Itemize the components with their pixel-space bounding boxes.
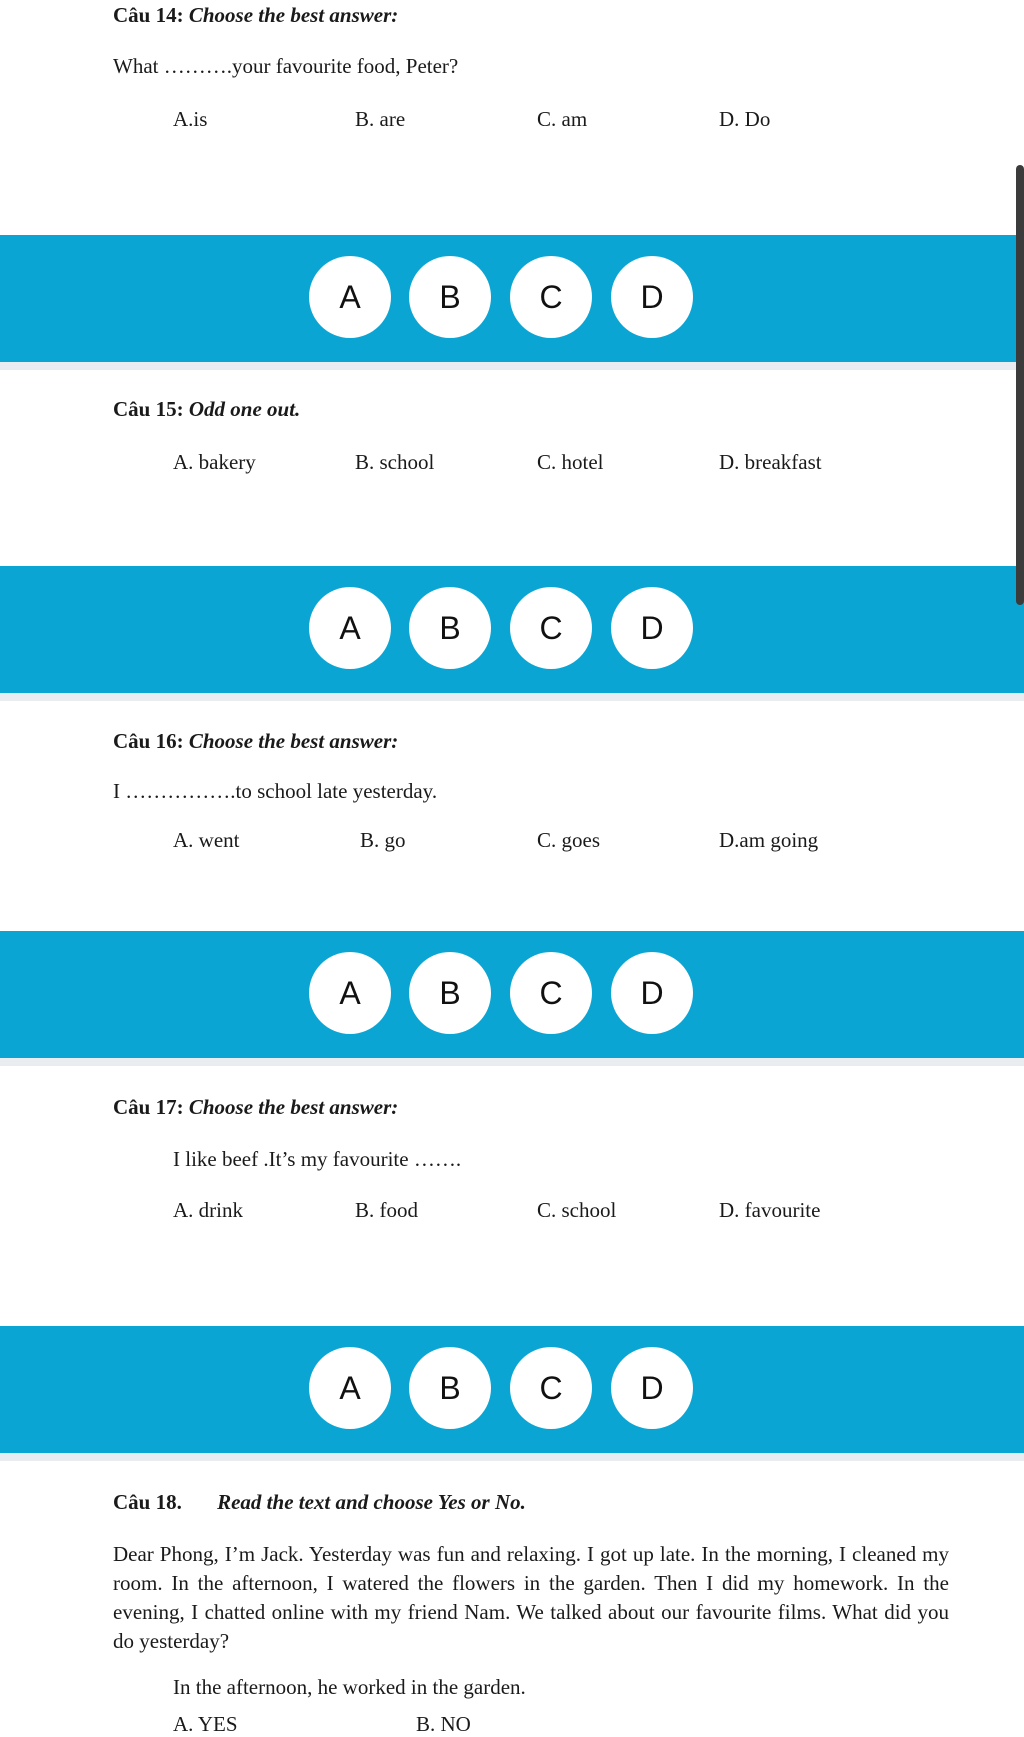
option-yes: A. YES — [173, 1712, 238, 1736]
answer-button-a[interactable]: A — [309, 587, 391, 669]
question-number: Câu 15: — [113, 397, 184, 421]
question-14-heading — [113, 3, 398, 28]
question-14-prompt: What ……….your favourite food, Peter? — [113, 54, 459, 78]
question-instruction: Odd one out. — [188, 397, 301, 421]
answer-bar-q17 — [0, 1326, 1024, 1453]
question-number: Câu 16: — [113, 729, 184, 753]
option-b: B. go — [360, 828, 406, 852]
answer-button-c[interactable]: C — [510, 256, 592, 338]
answer-button-c[interactable]: C — [510, 587, 592, 669]
question-18-heading — [113, 1490, 526, 1515]
answer-button-b[interactable]: B — [409, 256, 491, 338]
answer-button-d[interactable]: D — [611, 1347, 693, 1429]
question-17-prompt: I like beef .It’s my favourite ……. — [173, 1147, 462, 1171]
answer-button-c[interactable]: C — [510, 952, 592, 1034]
question-instruction: Read the text and choose Yes or No. — [217, 1490, 526, 1514]
answer-bar-q14 — [0, 235, 1024, 362]
option-c: C. am — [537, 107, 588, 131]
question-17-heading — [113, 1095, 398, 1120]
option-b: B. school — [355, 450, 435, 474]
option-a: A. drink — [173, 1198, 243, 1222]
scrollbar[interactable] — [1016, 165, 1024, 605]
answer-button-a[interactable]: A — [309, 256, 391, 338]
option-c: C. goes — [537, 828, 600, 852]
option-b: B. are — [355, 107, 406, 131]
answer-bar-q15 — [0, 566, 1024, 693]
option-no: B. NO — [416, 1712, 471, 1736]
answer-button-d[interactable]: D — [611, 952, 693, 1034]
option-a: A. bakery — [173, 450, 256, 474]
option-c: C. school — [537, 1198, 617, 1222]
answer-bar-q16 — [0, 931, 1024, 1058]
option-c: C. hotel — [537, 450, 604, 474]
question-15-heading — [113, 397, 300, 422]
option-a: A. went — [173, 828, 240, 852]
question-number: Câu 18. — [113, 1490, 182, 1514]
answer-button-b[interactable]: B — [409, 1347, 491, 1429]
reading-passage: Dear Phong, I’m Jack. Yesterday was fun and relaxing. I got up late. In the morning, I cleaned my room. In the afternoon, I watered the flowers in the garden. Then I did my homework. In the evening, I chatted online with my friend Nam. We talked about our favourite films. What did you do yesterday? — [113, 1542, 949, 1653]
answer-button-b[interactable]: B — [409, 587, 491, 669]
option-d: D. favourite — [719, 1198, 821, 1222]
answer-button-b[interactable]: B — [409, 952, 491, 1034]
answer-button-d[interactable]: D — [611, 587, 693, 669]
answer-button-d[interactable]: D — [611, 256, 693, 338]
option-a: A.is — [173, 107, 208, 131]
option-d: D. Do — [719, 107, 771, 131]
question-number: Câu 14: — [113, 3, 184, 27]
option-d: D.am going — [719, 828, 819, 852]
answer-button-a[interactable]: A — [309, 952, 391, 1034]
question-18-statement: In the afternoon, he worked in the garden. — [173, 1675, 526, 1699]
question-instruction: Choose the best answer: — [188, 1095, 399, 1119]
question-16-prompt: I …………….to school late yesterday. — [113, 779, 438, 803]
question-16-heading — [113, 729, 398, 754]
question-instruction: Choose the best answer: — [188, 3, 399, 27]
option-d: D. breakfast — [719, 450, 822, 474]
answer-button-a[interactable]: A — [309, 1347, 391, 1429]
option-b: B. food — [355, 1198, 418, 1222]
question-number: Câu 17: — [113, 1095, 184, 1119]
answer-button-c[interactable]: C — [510, 1347, 592, 1429]
question-instruction: Choose the best answer: — [188, 729, 399, 753]
